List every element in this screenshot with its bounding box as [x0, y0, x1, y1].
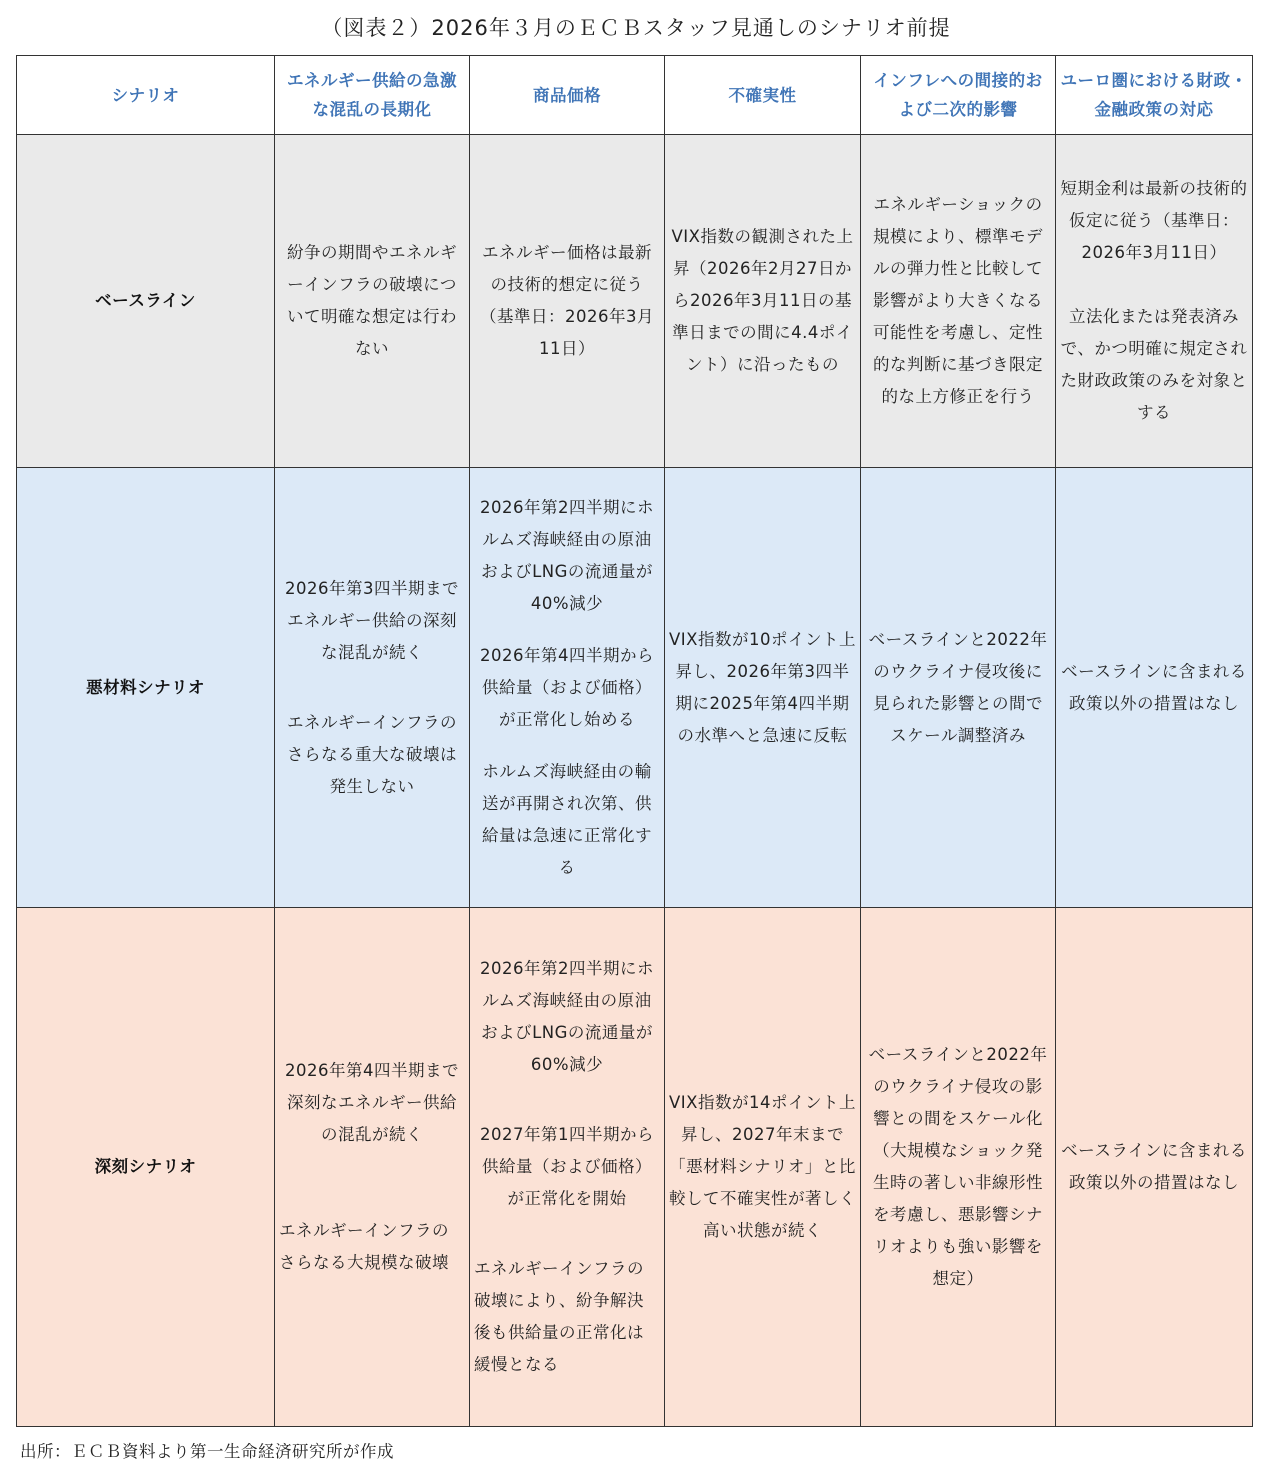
adverse-supply — [275, 468, 470, 908]
severe-commodity-flow: 2026年第2四半期にホルムズ海峡経由の原油およびLNGの流通量が60%減少 — [480, 959, 654, 1074]
adverse-name: 悪材料シナリオ — [17, 468, 275, 908]
severe-policy: ベースラインに含まれる政策以外の措置はなし — [1056, 908, 1253, 1427]
header-energy-supply: エネルギー供給の急激な混乱の長期化 — [275, 56, 470, 135]
adverse-commodity — [470, 468, 665, 908]
severe-supply-disruption: 2026年第4四半期まで深刻なエネルギー供給の混乱が続く — [285, 1061, 459, 1144]
header-row — [17, 56, 1253, 135]
severe-commodity-slow: エネルギーインフラの破壊により、紛争解決後も供給量の正常化は緩慢となる — [474, 1259, 644, 1374]
header-uncertainty: 不確実性 — [665, 56, 861, 135]
row-baseline — [17, 135, 1253, 468]
severe-uncertainty: VIX指数が14ポイント上昇し、2027年末まで「悪材料シナリオ」と比較して不確実性が著しく高い状態が続く — [665, 908, 861, 1427]
header-inflation-effects: インフレへの間接的および二次的影響 — [861, 56, 1056, 135]
adverse-commodity-flow: 2026年第2四半期にホルムズ海峡経由の原油およびLNGの流通量が40%減少 — [480, 497, 654, 613]
baseline-policy-fiscal: 立法化または発表済みで、かつ明確に規定された財政政策のみを対象とする — [1060, 307, 1248, 422]
header-scenario: シナリオ — [17, 56, 275, 135]
row-adverse — [17, 468, 1253, 908]
baseline-name: ベースライン — [17, 135, 275, 468]
severe-commodity — [470, 908, 665, 1427]
figure-title: （図表２）2026年３月のＥＣＢスタッフ見通しのシナリオ前提 — [321, 16, 951, 40]
adverse-policy: ベースラインに含まれる政策以外の措置はなし — [1056, 468, 1253, 908]
baseline-inflation: エネルギーショックの規模により、標準モデルの弾力性と比較して影響がより大きくなる可能性を考慮し、定性的な判断に基づき限定的な上方修正を行う — [861, 135, 1056, 468]
severe-commodity-normalize: 2027年第1四半期から供給量（および価格）が正常化を開始 — [480, 1125, 654, 1208]
adverse-commodity-reopen: ホルムズ海峡経由の輸送が再開され次第、供給量は急速に正常化する — [482, 761, 652, 877]
header-commodity-price: 商品価格 — [470, 56, 665, 135]
adverse-commodity-normalize: 2026年第4四半期から供給量（および価格）が正常化し始める — [480, 645, 654, 729]
adverse-supply-disruption: 2026年第3四半期までエネルギー供給の深刻な混乱が続く — [285, 578, 459, 662]
scenario-table — [16, 55, 1253, 1427]
adverse-inflation: ベースラインと2022年のウクライナ侵攻後に見られた影響との間でスケール調整済み — [861, 468, 1056, 908]
severe-name: 深刻シナリオ — [17, 908, 275, 1427]
baseline-commodity: エネルギー価格は最新の技術的想定に従う（基準日：2026年3月11日） — [470, 135, 665, 468]
header-policy-response: ユーロ圏における財政・金融政策の対応 — [1056, 56, 1253, 135]
source-note: 出所：ＥＣＢ資料より第一生命経済研究所が作成 — [20, 1442, 394, 1461]
baseline-supply: 紛争の期間やエネルギーインフラの破壊について明確な想定は行わない — [275, 135, 470, 468]
baseline-uncertainty: VIX指数の観測された上昇（2026年2月27日から2026年3月11日の基準日までの間に4.4ポイント）に沿ったもの — [665, 135, 861, 468]
severe-supply — [275, 908, 470, 1427]
severe-inflation: ベースラインと2022年のウクライナ侵攻の影響との間をスケール化（大規模なショック発生時の著しい非線形性を考慮し、悪影響シナリオよりも強い影響を想定） — [861, 908, 1056, 1427]
adverse-uncertainty: VIX指数が10ポイント上昇し、2026年第3四半期に2025年第4四半期の水準へと急速に反転 — [665, 468, 861, 908]
adverse-supply-infrastructure: エネルギーインフラのさらなる重大な破壊は発生しない — [287, 712, 457, 796]
severe-supply-infrastructure: エネルギーインフラのさらなる大規模な破壊 — [279, 1221, 449, 1272]
row-severe — [17, 908, 1253, 1427]
baseline-policy — [1056, 135, 1253, 468]
baseline-policy-rates: 短期金利は最新の技術的仮定に従う（基準日：2026年3月11日） — [1060, 179, 1248, 262]
